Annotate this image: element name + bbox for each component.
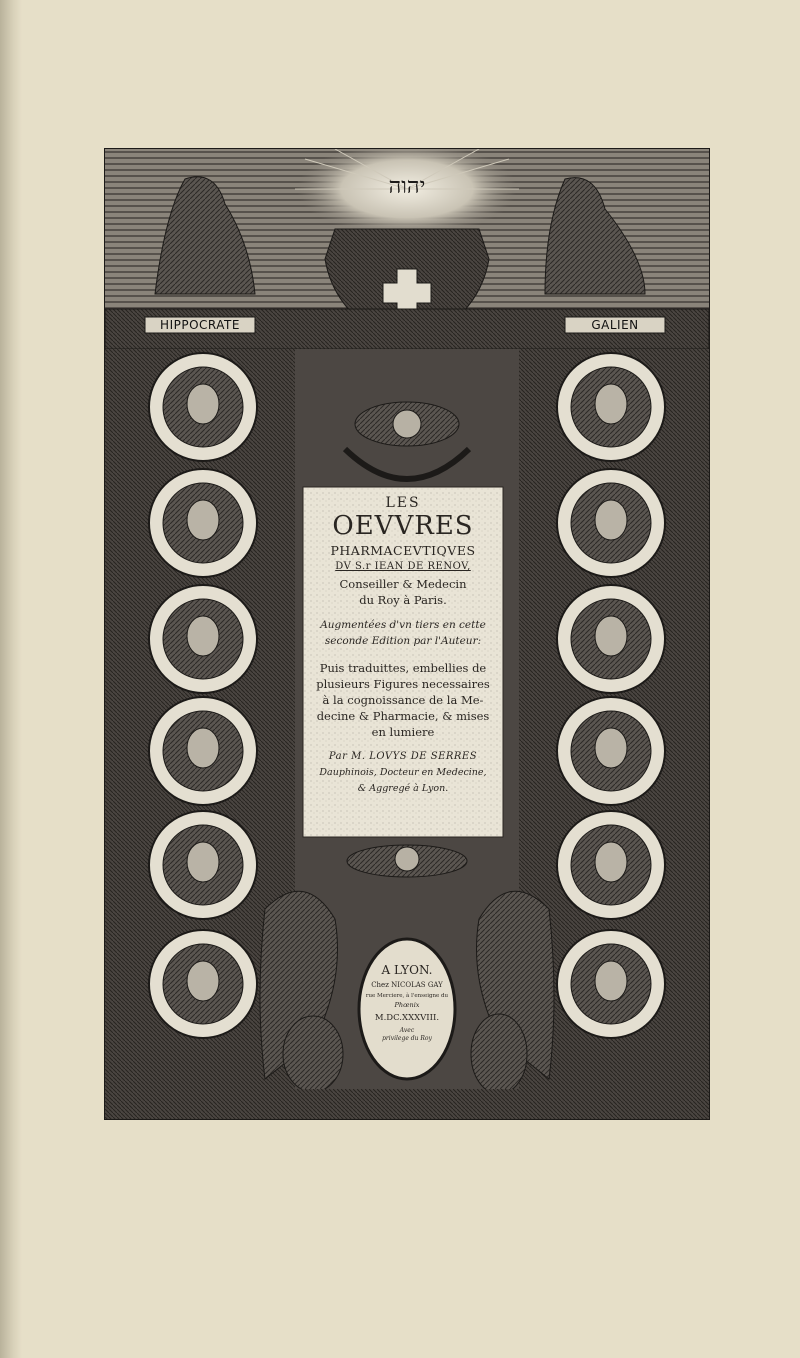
frontispiece-engraving [104,148,710,1120]
title-traduittes-5: en lumiere [371,725,435,739]
title-augmentees-2: seconde Edition par l'Auteur: [324,635,482,647]
title-author: DV S.r IEAN DE RENOV, [335,561,471,572]
title-aggrege: & Aggregé à Lyon. [357,783,449,794]
title-roy: du Roy à Paris. [359,593,447,607]
imprint-text [361,949,453,1069]
title-traduittes-1: Puis traduittes, embellies de [319,661,487,675]
book-gutter [0,0,22,1358]
title-traduittes-3: à la cognoissance de la Me- [322,693,484,707]
imprint-privilege-1: Avec [399,1027,415,1034]
left-shield [283,1016,343,1092]
title-augmentees-1: Augmentées d'vn tiers en cette [320,619,486,631]
galien-label: GALIEN [591,318,639,332]
title-traduittes-2: plusieurs Figures necessaires [316,677,490,691]
title-panel [303,489,503,835]
title-les: LES [385,495,421,511]
title-dauphinois: Dauphinois, Docteur en Medecine, [319,767,487,778]
right-shield [471,1014,527,1094]
title-par: Par M. LOVYS DE SERRES [328,751,478,762]
imprint-sub-1: rue Merciere, à l'enseigne du [365,993,449,999]
title-oeuvres: OEVVRES [332,511,474,541]
imprint-printer: Chez NICOLAS GAY [371,981,443,989]
title-conseiller: Conseiller & Medecin [339,577,467,591]
imprint-sub-2: Phœnix [394,1001,420,1009]
plinth [105,1089,709,1119]
title-pharmaceutiques: PHARMACEVTIQVES [330,543,476,558]
imprint-year: M.DC.XXXVIII. [374,1013,440,1023]
tetragrammaton: יהוה [388,174,426,199]
imprint-privilege-2: privilege du Roy [382,1035,432,1042]
imprint-city: A LYON. [381,963,433,977]
hippocrate-label: HIPPOCRATE [160,318,240,332]
title-traduittes-4: decine & Pharmacie, & mises [316,709,490,723]
